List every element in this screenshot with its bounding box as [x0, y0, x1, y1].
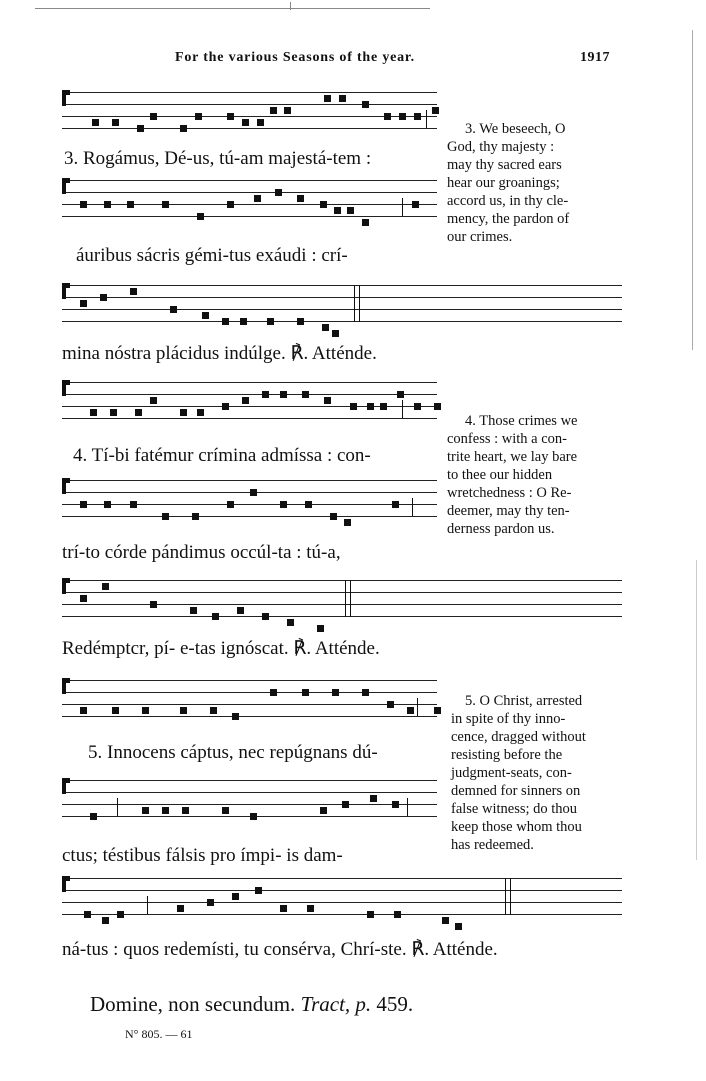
translation-line: has redeemed.	[451, 837, 534, 853]
neume-note	[84, 911, 91, 918]
tract-reference-page: 459.	[376, 992, 414, 1016]
neume-note	[180, 707, 187, 714]
neume-note	[80, 201, 87, 208]
translation-line: judgment-seats, con-	[451, 765, 572, 781]
translation-verse-5	[451, 692, 629, 854]
translation-line: our crimes.	[447, 229, 513, 245]
neume-note	[192, 513, 199, 520]
staff-line	[62, 902, 622, 903]
double-bar-line	[345, 580, 346, 617]
neume-note	[197, 409, 204, 416]
neume-note	[135, 409, 142, 416]
translation-line: confess : with a con-	[447, 431, 567, 447]
neume-note	[324, 397, 331, 404]
double-bar-line	[359, 285, 360, 322]
staff-line	[62, 480, 437, 481]
c-clef-icon-head	[66, 578, 70, 583]
neume-note	[414, 113, 421, 120]
neume-note	[237, 607, 244, 614]
staff-line	[62, 516, 437, 517]
neume-note	[387, 701, 394, 708]
neume-note	[170, 306, 177, 313]
double-bar-line	[354, 285, 355, 322]
neume-note	[342, 801, 349, 808]
neume-note	[104, 201, 111, 208]
neume-note	[90, 813, 97, 820]
neume-note	[227, 501, 234, 508]
neume-note	[242, 397, 249, 404]
neume-note	[102, 917, 109, 924]
neume-note	[100, 294, 107, 301]
neume-note	[407, 707, 414, 714]
neume-note	[80, 707, 87, 714]
neume-note	[350, 403, 357, 410]
neume-note	[177, 905, 184, 912]
neume-note	[162, 807, 169, 814]
neume-note	[227, 113, 234, 120]
neume-note	[257, 119, 264, 126]
neume-note	[117, 911, 124, 918]
lyric-line: áuribus sácris gémi-tus exáudi : crí-	[76, 245, 348, 266]
lyric-line: ná-tus : quos redemísti, tu consérva, Chrí-ste. ℟. Atténde.	[62, 939, 498, 960]
translation-line: keep those whom thou	[451, 819, 582, 835]
neume-note	[150, 601, 157, 608]
bar-line	[402, 400, 403, 418]
chant-staff	[62, 480, 437, 517]
staff-line	[62, 104, 437, 105]
staff-line	[62, 382, 437, 383]
neume-note	[297, 195, 304, 202]
c-clef-icon-head	[66, 678, 70, 683]
neume-note	[324, 95, 331, 102]
neume-note	[142, 807, 149, 814]
translation-line: may thy sacred ears	[447, 157, 562, 173]
lyric-line: 4. Tí-bi fatémur crímina admíssa : con-	[73, 445, 371, 466]
neume-note	[332, 330, 339, 337]
neume-note	[412, 201, 419, 208]
neume-note	[302, 391, 309, 398]
neume-note	[280, 905, 287, 912]
tract-reference-prefix: Domine, non secundum.	[90, 992, 296, 1016]
translation-line: to thee our hidden	[447, 467, 553, 483]
neume-note	[112, 707, 119, 714]
translation-verse-3	[447, 120, 625, 246]
lyric-line: trí-to córde pándimus occúl-ta : tú-a,	[62, 542, 341, 563]
chant-staff	[62, 780, 437, 817]
staff-line	[62, 792, 437, 793]
bar-line	[426, 110, 427, 128]
neume-note	[80, 595, 87, 602]
neume-note	[242, 119, 249, 126]
neume-note	[190, 607, 197, 614]
neume-note	[284, 107, 291, 114]
bar-line	[412, 498, 413, 516]
neume-note	[197, 213, 204, 220]
neume-note	[240, 318, 247, 325]
neume-note	[210, 707, 217, 714]
neume-note	[255, 887, 262, 894]
staff-line	[62, 804, 437, 805]
right-margin-rule	[692, 30, 693, 350]
staff-line	[62, 716, 437, 717]
neume-note	[305, 501, 312, 508]
c-clef-icon-head	[66, 478, 70, 483]
neume-note	[434, 707, 441, 714]
c-clef-icon-head	[66, 876, 70, 881]
staff-line	[62, 116, 437, 117]
chant-staff	[62, 680, 437, 717]
running-header-title: For the various Seasons of the year.	[175, 50, 415, 65]
lyric-line: Redémptcr, pí- e-tas ignóscat. ℟. Atténde.	[62, 638, 380, 659]
neume-note	[320, 201, 327, 208]
translation-line: deemer, may thy ten-	[447, 503, 570, 519]
neume-note	[130, 501, 137, 508]
neume-note	[414, 403, 421, 410]
neume-note	[339, 95, 346, 102]
page-number: 1917	[580, 50, 610, 65]
staff-line	[62, 180, 437, 181]
chant-staff	[62, 580, 622, 617]
bar-line	[407, 798, 408, 816]
neume-note	[80, 300, 87, 307]
neume-note	[80, 501, 87, 508]
neume-note	[254, 195, 261, 202]
translation-line: in spite of thy inno-	[451, 711, 566, 727]
chant-staff	[62, 92, 437, 129]
lyric-line: mina nóstra plácidus indúlge. ℟. Atténde.	[62, 343, 377, 364]
staff-line	[62, 890, 622, 891]
neume-note	[334, 207, 341, 214]
staff-line	[62, 418, 437, 419]
translation-line: cence, dragged without	[451, 729, 586, 745]
neume-note	[90, 409, 97, 416]
neume-note	[150, 397, 157, 404]
neume-note	[347, 207, 354, 214]
staff-line	[62, 297, 622, 298]
neume-note	[370, 795, 377, 802]
staff-line	[62, 128, 437, 129]
neume-note	[297, 318, 304, 325]
neume-note	[362, 689, 369, 696]
neume-note	[307, 905, 314, 912]
staff-line	[62, 604, 622, 605]
staff-line	[62, 692, 437, 693]
neume-note	[130, 288, 137, 295]
neume-note	[212, 613, 219, 620]
neume-note	[362, 219, 369, 226]
lyric-line: 3. Rogámus, Dé-us, tú-am majestá-tem :	[64, 148, 372, 169]
translation-line: wretchedness : O Re-	[447, 485, 572, 501]
bar-line	[147, 896, 148, 914]
translation-verse-4	[447, 412, 625, 538]
neume-note	[287, 619, 294, 626]
neume-note	[392, 801, 399, 808]
neume-note	[262, 613, 269, 620]
double-bar-line	[505, 878, 506, 915]
neume-note	[330, 513, 337, 520]
neume-note	[362, 101, 369, 108]
staff-line	[62, 580, 622, 581]
neume-note	[267, 318, 274, 325]
staff-line	[62, 394, 437, 395]
neume-note	[432, 107, 439, 114]
translation-line: accord us, in thy cle-	[447, 193, 569, 209]
tract-reference-italic: Tract, p.	[300, 992, 372, 1016]
translation-line: 4. Those crimes we	[465, 413, 578, 429]
neume-note	[150, 113, 157, 120]
c-clef-icon-head	[66, 283, 70, 288]
translation-line: 5. O Christ, arrested	[465, 693, 583, 709]
neume-note	[384, 113, 391, 120]
neume-note	[195, 113, 202, 120]
neume-note	[232, 713, 239, 720]
neume-note	[275, 189, 282, 196]
staff-line	[62, 616, 622, 617]
neume-note	[280, 501, 287, 508]
neume-note	[110, 409, 117, 416]
neume-note	[127, 201, 134, 208]
neume-note	[250, 813, 257, 820]
bar-line	[417, 698, 418, 716]
neume-note	[250, 489, 257, 496]
c-clef-icon-head	[66, 90, 70, 95]
neume-note	[262, 391, 269, 398]
neume-note	[92, 119, 99, 126]
staff-line	[62, 592, 622, 593]
neume-note	[227, 201, 234, 208]
neume-note	[442, 917, 449, 924]
lyric-line: ctus; téstibus fálsis pro ímpi- is dam-	[62, 845, 343, 866]
neume-note	[207, 899, 214, 906]
right-margin-rule-lower	[696, 560, 697, 860]
neume-note	[162, 513, 169, 520]
translation-line: trite heart, we lay bare	[447, 449, 578, 465]
translation-line: false witness; do thou	[451, 801, 578, 817]
chant-staff	[62, 285, 622, 322]
c-clef-icon-head	[66, 178, 70, 183]
translation-line: God, thy majesty :	[447, 139, 555, 155]
neume-note	[270, 107, 277, 114]
neume-note	[394, 911, 401, 918]
translation-line: hear our groanings;	[447, 175, 560, 191]
chant-staff	[62, 180, 437, 217]
staff-line	[62, 321, 622, 322]
neume-note	[399, 113, 406, 120]
translation-line: resisting before the	[451, 747, 563, 763]
neume-note	[180, 409, 187, 416]
neume-note	[302, 689, 309, 696]
staff-line	[62, 914, 622, 915]
staff-line	[62, 504, 437, 505]
staff-line	[62, 92, 437, 93]
neume-note	[180, 125, 187, 132]
neume-note	[182, 807, 189, 814]
lyric-line: 5. Innocens cáptus, nec repúgnans dú-	[88, 742, 378, 763]
neume-note	[434, 403, 441, 410]
neume-note	[112, 119, 119, 126]
neume-note	[320, 807, 327, 814]
chant-staff	[62, 878, 622, 915]
neume-note	[344, 519, 351, 526]
neume-note	[280, 391, 287, 398]
neume-note	[222, 807, 229, 814]
staff-line	[62, 878, 622, 879]
translation-line: demned for sinners on	[451, 783, 581, 799]
bar-line	[402, 198, 403, 216]
neume-note	[137, 125, 144, 132]
neume-note	[317, 625, 324, 632]
neume-note	[142, 707, 149, 714]
top-rule-tick	[290, 2, 291, 10]
c-clef-icon-head	[66, 778, 70, 783]
neume-note	[322, 324, 329, 331]
neume-note	[102, 583, 109, 590]
neume-note	[455, 923, 462, 930]
neume-note	[367, 911, 374, 918]
staff-line	[62, 680, 437, 681]
staff-line	[62, 192, 437, 193]
double-bar-line	[350, 580, 351, 617]
double-bar-line	[510, 878, 511, 915]
tract-reference	[90, 992, 413, 1017]
translation-line: mency, the pardon of	[447, 211, 570, 227]
neume-note	[222, 403, 229, 410]
translation-line: 3. We beseech, O	[465, 121, 566, 137]
neume-note	[397, 391, 404, 398]
neume-note	[232, 893, 239, 900]
neume-note	[392, 501, 399, 508]
translation-line: derness pardon us.	[447, 521, 555, 537]
staff-line	[62, 204, 437, 205]
neume-note	[332, 689, 339, 696]
neume-note	[104, 501, 111, 508]
neume-note	[162, 201, 169, 208]
c-clef-icon-head	[66, 380, 70, 385]
bar-line	[117, 798, 118, 816]
neume-note	[202, 312, 209, 319]
neume-note	[367, 403, 374, 410]
neume-note	[380, 403, 387, 410]
neume-note	[222, 318, 229, 325]
staff-line	[62, 780, 437, 781]
staff-line	[62, 309, 622, 310]
staff-line	[62, 285, 622, 286]
top-rule	[35, 8, 430, 9]
neume-note	[270, 689, 277, 696]
chant-staff	[62, 382, 437, 419]
print-number: N° 805. — 61	[125, 1027, 193, 1041]
staff-line	[62, 216, 437, 217]
staff-line	[62, 704, 437, 705]
